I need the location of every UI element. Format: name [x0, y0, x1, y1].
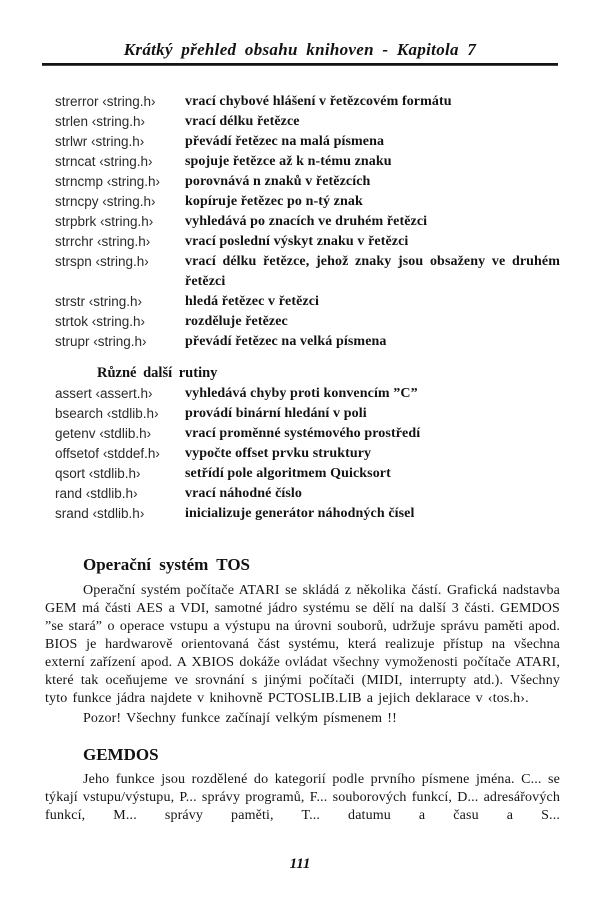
function-name: [55, 332, 185, 352]
function-description: rozděluje řetězec: [185, 314, 288, 329]
table-row: [55, 132, 560, 152]
function-description: vrací poslední výskyt znaku v řetězci: [185, 234, 409, 249]
table-row: [55, 292, 560, 312]
fn-label: strlwr: [55, 134, 88, 149]
function-name: [55, 252, 185, 272]
function-description: vrací délku řetězce, jehož znaky jsou obsaženy ve druhém řetězci: [185, 254, 560, 289]
header-file: ‹string.h›: [102, 194, 156, 209]
header-file: ‹string.h›: [91, 134, 145, 149]
function-name: [55, 384, 185, 404]
fn-label: offsetof: [55, 446, 100, 461]
function-name: [55, 464, 185, 484]
fn-label: strlen: [55, 114, 89, 129]
tos-paragraph: Operační systém počítače ATARI se skládá z několika částí. Grafická nadstavba GEM má části AES a VDI, samotné jádro systému se dělí na další 3 části. GEMDOS ”se stará” o operace vstupu a výstupu na úrovni souborů, udržuje správu paměti apod. BIOS je hardwarově orientovaná část systému, která realizuje přístup na všechna externí zařízení apod. A XBIOS dokáže ovládat všechny vymoženosti počítače ATARI, které tak oceňujeme ve srovnání s jinými počítači (MIDI, interrupty atd.). Všechny tyto funkce jádra najdete v knihovně PCTOSLIB.LIB a jejich deklarace v ‹tos.h›.: [45, 583, 560, 706]
string-functions-table: [55, 92, 560, 352]
header-file: ‹stdlib.h›: [99, 426, 152, 441]
fn-label: assert: [55, 386, 92, 401]
table-row: [55, 312, 560, 332]
table-row: [55, 444, 560, 464]
function-name: [55, 112, 185, 132]
misc-routines-table: [55, 384, 560, 524]
header-file: ‹string.h›: [88, 294, 143, 309]
header-file: ‹string.h›: [91, 314, 146, 329]
function-name: [55, 424, 185, 444]
function-name: [55, 484, 185, 504]
function-name: [55, 404, 185, 424]
function-description: provádí binární hledání v poli: [185, 406, 367, 421]
page-header-title: Krátký přehled obsahu knihoven - Kapitola 7: [123, 40, 477, 59]
header-file: ‹string.h›: [91, 114, 146, 129]
function-name: [55, 192, 185, 212]
fn-label: strncmp: [55, 174, 104, 189]
function-name: [55, 212, 185, 232]
table-row: [55, 504, 560, 524]
function-name: [55, 172, 185, 192]
fn-label: strncpy: [55, 194, 99, 209]
header-file: ‹string.h›: [102, 94, 156, 109]
fn-label: strstr: [55, 294, 85, 309]
table-row: [55, 424, 560, 444]
function-description: porovnává n znaků v řetězcích: [185, 174, 371, 189]
function-description: vrací chybové hlášení v řetězcovém formátu: [185, 94, 452, 109]
function-description: vyhledává po znacích ve druhém řetězci: [185, 214, 428, 229]
header-file: ‹stdlib.h›: [106, 406, 159, 421]
fn-label: srand: [55, 506, 89, 521]
header-file: ‹string.h›: [99, 154, 153, 169]
function-description: převádí řetězec na velká písmena: [185, 334, 387, 349]
function-description: vypočte offset prvku struktury: [185, 446, 372, 461]
function-description: spojuje řetězce až k n-tému znaku: [185, 154, 392, 169]
page-number: 111: [289, 856, 311, 872]
function-description: kopíruje řetězec po n-tý znak: [185, 194, 363, 209]
fn-label: strrchr: [55, 234, 94, 249]
fn-label: bsearch: [55, 406, 104, 421]
fn-label: strspn: [55, 254, 92, 269]
header-file: ‹string.h›: [95, 254, 149, 269]
table-row: [55, 152, 560, 172]
fn-label: strtok: [55, 314, 89, 329]
function-description: setřídí pole algoritmem Quicksort: [185, 466, 391, 481]
function-description: vrací délku řetězce: [185, 114, 300, 129]
header-file: ‹stddef.h›: [102, 446, 160, 461]
function-name: [55, 292, 185, 312]
fn-label: strpbrk: [55, 214, 97, 229]
function-name: [55, 132, 185, 152]
misc-routines-heading: Různé další rutiny: [97, 365, 218, 381]
function-description: inicializuje generátor náhodných čísel: [185, 506, 415, 521]
table-row: [55, 384, 560, 404]
function-name: [55, 232, 185, 252]
function-description: vyhledává chyby proti konvencím ”C”: [185, 386, 418, 401]
header-file: ‹stdlib.h›: [85, 486, 138, 501]
table-row: [55, 112, 560, 132]
function-name: [55, 92, 185, 112]
gemdos-paragraph: Jeho funkce jsou rozdělené do kategorií podle prvního písmene jména. C... se týkají vstupu/výstupu, P... správy programů, F... souborových funkcí, D... adresářových funkcí, M... správy paměti, T... datumu a času a S...: [45, 772, 560, 823]
header-file: ‹string.h›: [100, 214, 154, 229]
fn-label: getenv: [55, 426, 96, 441]
table-row: [55, 404, 560, 424]
fn-label: rand: [55, 486, 83, 501]
fn-label: strerror: [55, 94, 99, 109]
function-description: vrací proměnné systémového prostředí: [185, 426, 421, 441]
header-file: ‹string.h›: [106, 174, 161, 189]
fn-label: strncat: [55, 154, 96, 169]
fn-label: strupr: [55, 334, 90, 349]
function-description: vrací náhodné číslo: [185, 486, 303, 501]
function-name: [55, 152, 185, 172]
table-row: [55, 332, 560, 352]
table-row: [55, 212, 560, 232]
tos-section-heading: Operační systém TOS: [83, 555, 250, 574]
table-row: [55, 232, 560, 252]
header-file: ‹string.h›: [97, 234, 151, 249]
table-row: [55, 172, 560, 192]
function-name: [55, 504, 185, 524]
gemdos-section-heading: GEMDOS: [83, 745, 159, 764]
table-row: [55, 252, 560, 292]
function-description: hledá řetězec v řetězci: [185, 294, 320, 309]
table-row: [55, 192, 560, 212]
table-row: [55, 464, 560, 484]
fn-label: qsort: [55, 466, 86, 481]
header-rule: [42, 63, 558, 66]
header-file: ‹string.h›: [93, 334, 147, 349]
table-row: [55, 484, 560, 504]
table-row: [55, 92, 560, 112]
header-file: ‹stdlib.h›: [92, 506, 145, 521]
function-description: převádí řetězec na malá písmena: [185, 134, 385, 149]
tos-warning-note: Pozor! Všechny funkce začínají velkým písmenem !!: [83, 711, 397, 726]
function-name: [55, 444, 185, 464]
function-name: [55, 312, 185, 332]
header-file: ‹assert.h›: [95, 386, 153, 401]
header-file: ‹stdlib.h›: [88, 466, 141, 481]
